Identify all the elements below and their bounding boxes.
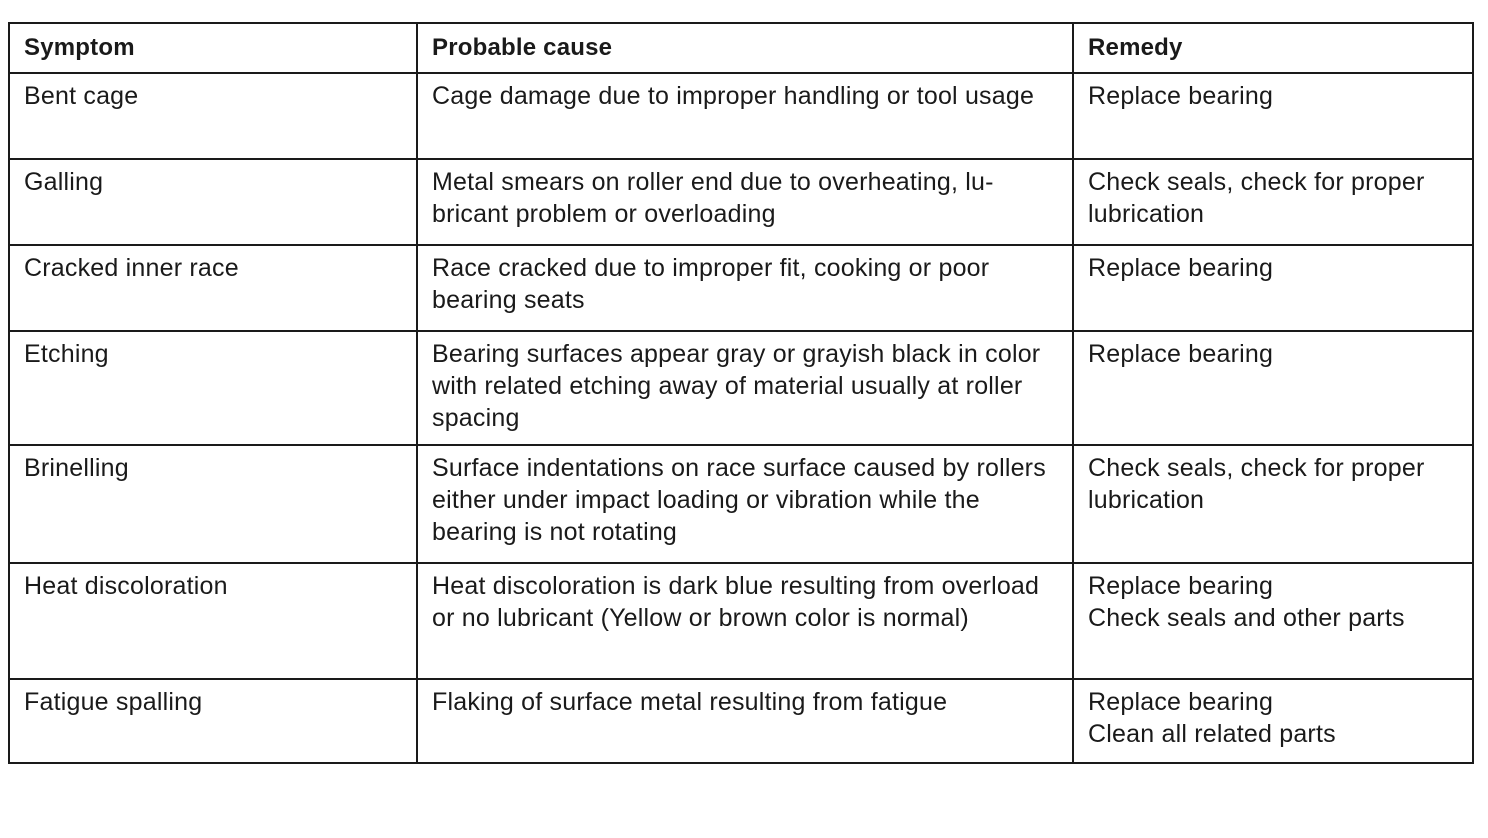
symptom-cell: Heat discoloration: [9, 563, 417, 679]
remedy-line: Replace bearing: [1088, 572, 1274, 600]
remedy-cell: [1073, 159, 1473, 245]
bearing-troubleshooting-table: [8, 22, 1474, 764]
remedy-cell: [1073, 245, 1473, 331]
table-header-row: [9, 23, 1473, 73]
symptom-cell: Fatigue spalling: [9, 679, 417, 763]
table-row: [9, 679, 1473, 763]
table-row: [9, 73, 1473, 159]
remedy-cell: [1073, 445, 1473, 563]
cause-cell: Bearing surfaces appear gray or grayish black in color with related etching away of material usually at roller spacing: [417, 331, 1073, 445]
symptom-cell: Galling: [9, 159, 417, 245]
table-row: [9, 245, 1473, 331]
remedy-cell: [1073, 563, 1473, 679]
table-row: [9, 563, 1473, 679]
remedy-line: Check seals and other parts: [1088, 604, 1405, 632]
table-row: [9, 445, 1473, 563]
symptom-cell: Brinelling: [9, 445, 417, 563]
cause-cell: Surface indentations on race surface caused by rollers either under impact loading or vibration while the bearing is not rotating: [417, 445, 1073, 563]
remedy-line: Check seals, check for proper lubrication: [1088, 168, 1425, 228]
cause-cell: Flaking of surface metal resulting from fatigue: [417, 679, 1073, 763]
header-remedy: Remedy: [1073, 23, 1473, 73]
symptom-cell: Etching: [9, 331, 417, 445]
cause-cell: Heat discoloration is dark blue resulting from overload or no lubricant (Yellow or brown color is normal): [417, 563, 1073, 679]
remedy-cell: [1073, 679, 1473, 763]
remedy-cell: [1073, 331, 1473, 445]
cause-cell: Race cracked due to improper fit, cooking or poor bearing seats: [417, 245, 1073, 331]
remedy-line: Replace bearing: [1088, 254, 1274, 282]
remedy-line: Replace bearing: [1088, 340, 1274, 368]
remedy-line: Check seals, check for proper lubrication: [1088, 454, 1425, 514]
remedy-line: Replace bearing: [1088, 688, 1274, 716]
header-symptom: Symptom: [9, 23, 417, 73]
symptom-cell: Cracked inner race: [9, 245, 417, 331]
remedy-cell: [1073, 73, 1473, 159]
cause-cell: Metal smears on roller end due to overheating, lu-bricant problem or overloading: [417, 159, 1073, 245]
symptom-cell: Bent cage: [9, 73, 417, 159]
table-row: [9, 159, 1473, 245]
remedy-line: Clean all related parts: [1088, 720, 1336, 748]
header-probable-cause: Probable cause: [417, 23, 1073, 73]
troubleshooting-table-container: [8, 22, 1472, 764]
remedy-line: Replace bearing: [1088, 82, 1274, 110]
cause-cell: Cage damage due to improper handling or tool usage: [417, 73, 1073, 159]
table-row: [9, 331, 1473, 445]
